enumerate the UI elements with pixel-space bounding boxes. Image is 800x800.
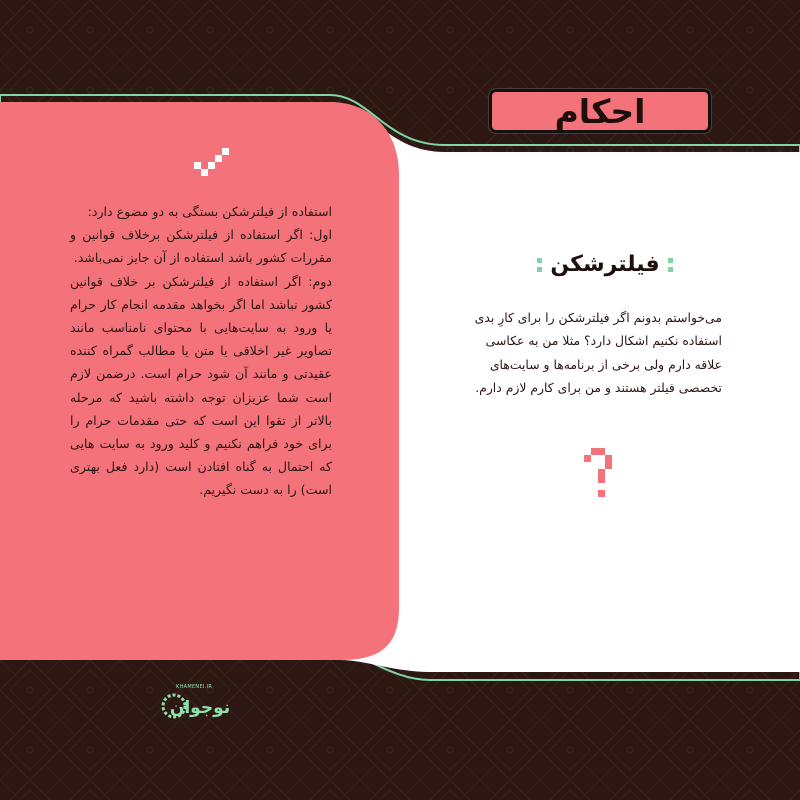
answer-text [70,200,332,502]
answer-paragraph: اول: اگر استفاده از فیلترشکن برخلاف قوانین و مقررات کشور باشد استفاده از آن جایز نمی‌باشد. [70,227,332,266]
answer-paragraph: استفاده از فیلترشکن بستگی به دو مضوع دارد: [87,204,332,219]
answer-paragraph: دوم: اگر استفاده از فیلترشکن بر خلاف قوانین کشور نباشد اما اگر بخواهد مقدمه انجام کار حرام یا ورود به سایت‌هایی با محتوای نامناسب مانند تصاویر غیر اخلاقی یا متن یا مطالب گمراه کننده عقیدتی و مانند آن شود حرام است. درضمن لازم است شما عزیزان توجه داشته باشید که مرحله بالاتر از تقوا این است که حتی مقدمات حرام را برای خود فراهم نکنیم و کلید ورود به سایت هایی که احتمال به گناه افتادن است (دارد فعل بهتری است) را به دست نگیریم. [70,273,332,498]
pixel-check-icon [190,148,234,184]
title-dots-right [668,258,673,272]
question-title [520,250,690,280]
footer-logo-icon [160,684,230,724]
brand-title: احکام [554,91,646,131]
footer-logo-text: نوجوان [169,698,230,718]
brand-logo [489,89,711,133]
question-text: می‌خواستم بدونم اگر فیلترشکن را برای کارِ بدی استفاده نکنیم اشکال دارد؟ مثلا من به عکاسی علاقه دارم ولی برخی از برنامه‌ها و سایت‌های تخصصی فیلتر هستند و من برای کارم لازم دارم. [474,310,722,396]
title-dots-left [537,258,542,272]
footer-logo-site: KHAMENEI.IR [176,684,213,690]
pixel-question-icon [584,448,620,504]
question-title-text: فیلترشکن [550,252,660,277]
